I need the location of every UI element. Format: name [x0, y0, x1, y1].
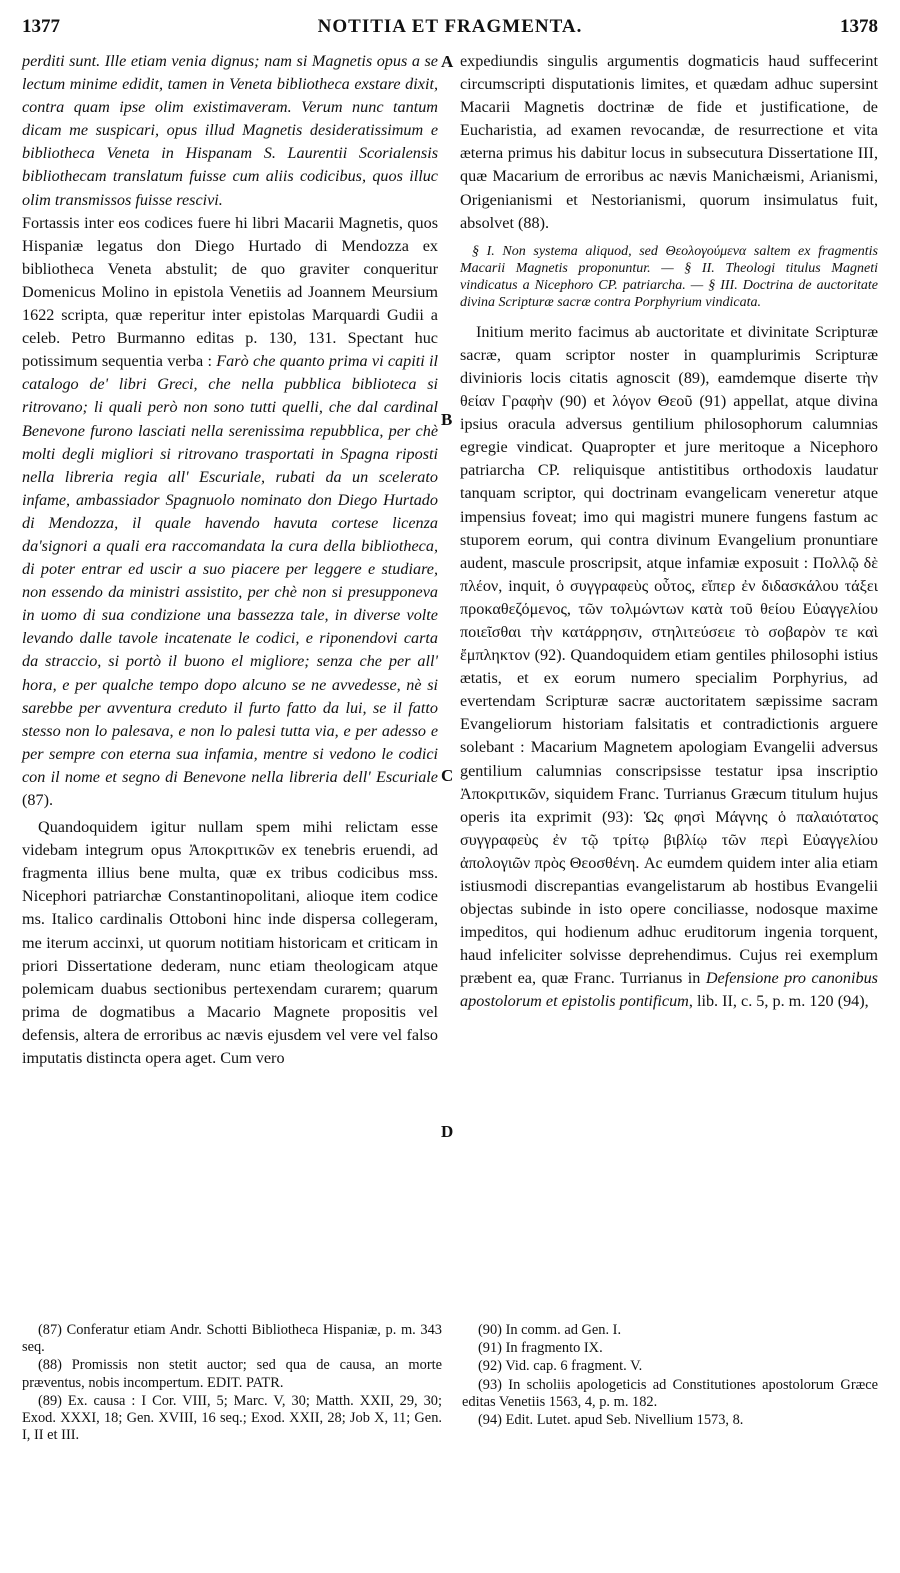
footnote-92: (92) Vid. cap. 6 fragment. V.: [478, 1358, 643, 1375]
footnote-88: (88) Promissis non stetit auctor; sed qua de causa, an morte præventus, nobis incompertum. EDIT. PATR.: [22, 1357, 442, 1391]
roman-text: Fortassis inter eos codices fuere hi libri Macarii Magnetis, quos Hispaniæ legatus don Diego Hurtado di Mendozza ex bibliotheca Veneta abstulit; de quo graviter conqueritur Domenicus Molino in epistola Venetiis ad Joannem Meursium 1622 scripta, quæ reperitur inter epistolas Marquardi Gudii a celeb. Petro Burmanno editas p. 130, 131. Spectant huc potissimum sequentia verba :: [22, 213, 438, 371]
italian-quote: Farò che quanto prima vi capiti il catalogo de' libri Greci, che nella pubblica biblioteca si ritrovano; li quali però non sono tutti quelli, che dal cardinal Benevone furono lasciati nella serenissima repubblica, per chè molti degli migliori si ritrovano trasportati in Spagna riposti nella libreria regia all' Escuriale, rubati da un scelerato infame, ambassiador Spagnuolo nominato don Diego Hurtado di Mendozza, il quale havendo havuta cortese licenza da'signori a quali era raccomandata la cura della bibliotheca, di poter entrar ed uscir a suo piacere per leggere e studiare, non essendo da ministri assistito, per chè non si presupponeva in uomo di sua condizione una bassezza tale, in diverse volte levando dalle tavole incatenate le codici, e riponendovi carta da straccio, si portò il buono el migliore; senza che per all' hora, e per qualche tempo dopo alcuno se ne avvedesse, nè si sarebbe per avventura creduto il furto fatto da lui, se il fatto stesso non lo palesava, e non lo palesi tutta via, e per adesso e per sempre con eterna sua infamia, mentre si vedono le codici con il nome et segno di Benevone nella libreria dell' Escuriale: [22, 352, 438, 786]
right-column: [460, 50, 878, 1014]
quote-footnote-ref: (87).: [22, 791, 54, 809]
footnotes-right: [462, 1322, 878, 1430]
cited-work: Defensione pro canonibus apostolorum et epistolis pontificum: [460, 969, 878, 1011]
margin-marker-b: B: [441, 410, 453, 429]
italic-intro: perditi sunt. Ille etiam venia dignus; nam si Magnetis opus a se lectum minime edidit, tamen in Veneta bibliotheca exstare dixit, contra quam ipse olim existimaveram. Verum nunc tantum dicam me suspicari, opus illud Magnetis desideratissimum e bibliotheca Veneta in Hispanam S. Laurentii Scorialensis bibliothecam translatum fuisse cum aliis codicibus, quos illuc olim transmissos fuisse rescivi.: [22, 52, 438, 209]
running-title: NOTITIA ET FRAGMENTA.: [317, 16, 583, 37]
paragraph-expediundis: expediundis singulis argumentis dogmaticis haud suffecerint circumscripti disputationis limites, et quædam adhuc supersint Macarii Magnetis doctrinæ de fide et justificatione, de Eucharistia, ad examen revocandæ, de resurrectione et vita æterna primus his dabitur locus in subsecutura Dissertatione III, quæ Macarium de erroribus ac nævis Manichæismi, Arianismi, Origenianismi et Nestorianismi, quorum insimulatus fuit, absolvet (88).: [460, 52, 878, 232]
para-body: Initium merito facimus ab auctoritate et divinitate Scripturæ sacræ, quam scriptor noster in quamplurimis Scripturæ divinioris locis citatis agnoscit (89), eamdemque diserte τὴν θείαν Γραφὴν (90) et λόγον Θεοῦ (91) appellat, atque divina ipsius oracula adversus gentilium philosophorum calumnias egregie vindicat. Quapropter et jure meritoque a Nicephoro patriarcha CP. reliquisque antistitibus orthodoxis laudatur tanquam scriptor, qui doctrinam evangelicam veneretur atque impensius foveat; imo qui magistri munere fungens fastum ac stuporem eorum, qui contra divinum Evangelium pronuntiare audent, mascule proscripsit, atque infamiæ exposuit : Πολλῷ δὲ πλέον, inquit, ὁ συγγραφεὺς οὗτος, εἴπερ ἐν διδασκάλου τάξει προκαθεζόμενος, τῶν τολμώντων κατὰ τοῦ θείου Εὐαγγελίου ποιεῖσθαι τὴν κατάρρησιν, στηλιτεύσειε τὸ σοβαρὸν τε καὶ ἔμπληκτον (92). Quandoquidem etiam gentiles philosophi istius ætatis, et ex eorum numero specialim Porphyrius, ad evertendam Scripturæ sacræ auctoritatem sæpissime sacram Evangeliorum historiam falsitatis et contradictionis arguere solebant : Macarium Magnetem apologiam Evangelii adversus gentilium calumnias conscripsisse testatur ipsa inscriptio Ἀποκριτικῶν, siquidem Franc. Turrianus Græcum titulum hujus operis ita exprimit (93): Ὡς φησὶ Μάγνης ὁ παλαιότατος συγγραφεὺς ἐν τῷ τρίτῳ βιβλίῳ τῶν περὶ Εὐαγγελίου ἀπολογιῶν πρὸς Θεοσθένη. Ac eumdem quidem inter alia etiam istiusmodi discrepantias evangelistarum ab hostibus Evangelii objectas subinde in isto opere conciliasse, nodosque maxime impeditos, qui hodienum adhuc eruditorum ingenia torquent, haud infeliciter solvisse deprehendimus. Cujus rei exemplum præbent ea, quæ Franc. Turrianus in: [460, 322, 878, 988]
para-end: , lib. II, c. 5, p. m. 120 (94),: [688, 992, 869, 1011]
footnote-94: (94) Edit. Lutet. apud Seb. Nivellium 1573, 8.: [478, 1412, 744, 1429]
margin-marker-a: A: [441, 52, 454, 71]
page-number-left: 1377: [22, 16, 60, 37]
footnote-93: (93) In scholiis apologeticis ad Constitutiones apostolorum Græce editas Venetiis 1563, 4, p. m. 182.: [462, 1376, 878, 1410]
paragraph-initium: [460, 321, 878, 1014]
left-column: [22, 50, 438, 1070]
footnote-89: (89) Ex. causa : I Cor. VIII, 5; Marc. V, 30; Matth. XXII, 29, 30; Exod. XXXI, 18; Gen. XVIII, 16 seq.; Exod. XXII, 28; Job X, 11; Gen. I, II et III.: [22, 1392, 442, 1444]
paragraph-fragmenta: Quandoquidem igitur nullam spem mihi relictam esse videbam integrum opus Ἀποκριτικῶν ex tenebris eruendi, ad fragmenta illius bene multa, quæ ex tribus codicibus mss. Nicephori patriarchæ Constantinopolitani, alioque item codice ms. Italico cardinalis Ottoboni hinc inde dispersa collegeram, me iterum accinxi, ut quorum notitiam historicam et criticam in priori Dissertatione dederam, nunc etiam theologicam atque polemicam duabus sectionibus pertexendam curarem; quarum prima de dogmatibus a Macario Magnete propositis vel defensis, altera de erroribus ac nævis ejusdem vel vere vel falso imputatis distincta opera aget. Cum vero: [22, 818, 438, 1068]
page-number-right: 1378: [840, 16, 878, 37]
margin-marker-c: C: [441, 766, 454, 785]
margin-marker-d: D: [441, 1122, 454, 1141]
footnotes-left: [22, 1322, 442, 1445]
running-header: [22, 16, 878, 46]
paragraph-mendozza: [22, 212, 438, 812]
footnote-90: (90) In comm. ad Gen. I.: [478, 1322, 622, 1338]
footnote-87: (87) Conferatur etiam Andr. Schotti Bibliotheca Hispaniæ, p. m. 343 seq.: [22, 1322, 442, 1356]
section-summary: § I. Non systema aliquod, sed Θεολογούμενα saltem ex fragmentis Macarii Magnetis proponuntur. — § II. Theologi titulus Magneti vindicatus a Nicephoro CP. patriarcha. — § III. Doctrina de auctoritate divina Scripturæ sacræ contra Porphyrium vindicata.: [460, 243, 878, 310]
footnote-91: (91) In fragmento IX.: [478, 1340, 603, 1357]
